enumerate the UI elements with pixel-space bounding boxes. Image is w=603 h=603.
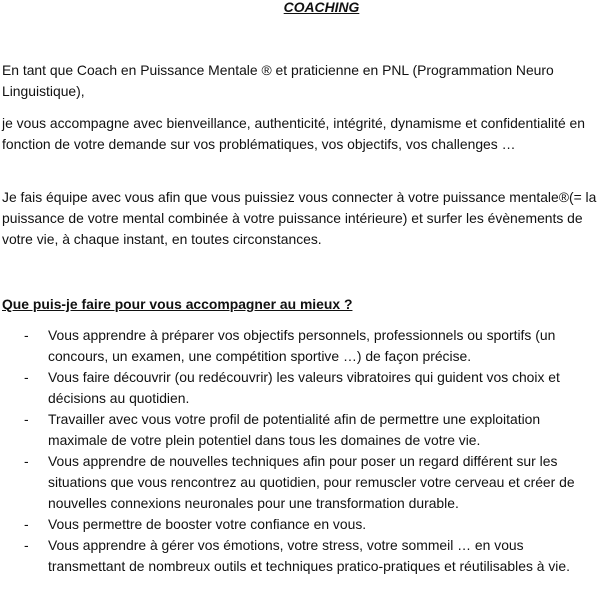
list-bullet: -: [24, 327, 29, 343]
list-item: [0, 325, 603, 367]
list-bullet: -: [24, 411, 29, 427]
list-item-text: Vous permettre de booster votre confiance en vous.: [48, 516, 367, 532]
intro-paragraph: En tant que Coach en Puissance Mentale ® et praticienne en PNL (Programmation Neuro Linguistique),: [2, 62, 554, 99]
list-item: [0, 514, 603, 535]
list-item-text: Vous apprendre de nouvelles techniques afin pour poser un regard différent sur les situations que vous rencontrez au quotidien, pour remuscler votre cerveau et créer de nouvelles connexions neuronales pour une transformation durable.: [48, 453, 575, 511]
list-item: [0, 535, 603, 577]
list-item-text: Vous apprendre à préparer vos objectifs personnels, professionnels ou sportifs (un concours, un examen, une compétition sportive …) de façon précise.: [48, 327, 556, 364]
list-item: [0, 409, 603, 451]
list-bullet: -: [24, 516, 29, 532]
list-bullet: -: [24, 369, 29, 385]
list-item-text: Vous apprendre à gérer vos émotions, votre stress, votre sommeil … en vous transmettant de nombreux outils et techniques pratico-pratiques et réutilisables à vie.: [48, 537, 570, 574]
document-title: COACHING: [283, 0, 360, 15]
list-bullet: -: [24, 537, 29, 553]
list-item-text: Travailler avec vous votre profil de potentialité afin de permettre une exploitation maximale de votre plein potentiel dans tous les domaines de votre vie.: [48, 411, 541, 448]
list-item: [0, 367, 603, 409]
approach-paragraph: je vous accompagne avec bienveillance, authenticité, intégrité, dynamisme et confidentialité en fonction de votre demande sur vos problématiques, vos objectifs, vos challenges …: [2, 115, 585, 152]
list-item-text: Vous faire découvrir (ou redécouvrir) les valeurs vibratoires qui guident vos choix et décisions au quotidien.: [48, 369, 560, 406]
list-bullet: -: [24, 453, 29, 469]
list-item: [0, 451, 603, 514]
services-list: [0, 325, 603, 577]
teamwork-paragraph: Je fais équipe avec vous afin que vous puissiez vous connecter à votre puissance mentale®(= la puissance de votre mental combinée à votre puissance intérieure) et surfer les évènements de votre vie, à chaque instant, en toutes circonstances.: [2, 189, 597, 247]
section-heading: Que puis-je faire pour vous accompagner au mieux ?: [2, 296, 353, 312]
